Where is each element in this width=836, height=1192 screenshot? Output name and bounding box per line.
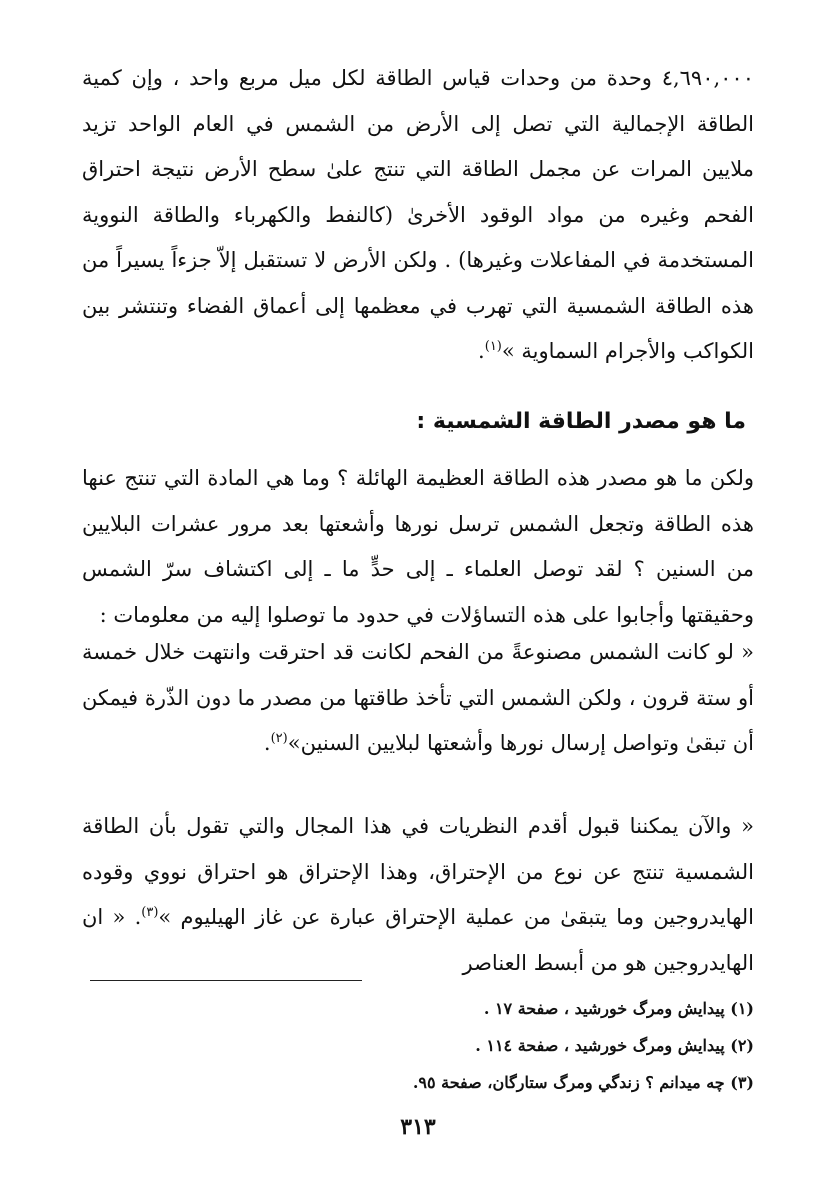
footnote-ref-2: (٢): [270, 731, 288, 746]
footnote-divider: [90, 980, 362, 981]
paragraph-nuclear-quote: [82, 804, 754, 986]
paragraph-end: .: [263, 731, 271, 755]
paragraph-source-question: [82, 456, 754, 638]
paragraph-solar-energy-quote: [82, 56, 754, 375]
paragraph-end: .: [478, 339, 485, 363]
footnote-item: (٢) پيدايش ومرگ خورشيد ، صفحة ١١٤ .: [475, 1036, 754, 1055]
paragraph-text: « والآن يمكننا قبول أقدم النظريات في هذا المجال والتي تقول بأن الطاقة الشمسية تنتج عن نوع من الإحتراق، وهذا الإحتراق هو احتراق نووي وقوده الهايدروجين وما يتبقىٰ من عملية الإحتراق عبارة عن غاز الهيليوم »: [82, 814, 754, 929]
paragraph-tail: . « ان الهايدروجين هو من أبسط العناصر: [82, 905, 754, 975]
footnote-item: (٣) چه ميدانم ؟ زندگي ومرگ ستارگان، صفحة ٩٥.: [412, 1073, 754, 1092]
paragraph-text: ٤,٦٩٠,٠٠٠ وحدة من وحدات قياس الطاقة لكل ميل مربع واحد ، وإن كمية الطاقة الإجمالية التي تصل إلى الأرض من الشمس في العام الواحد تزيد ملايين المرات عن مجمل الطاقة التي تنتج علىٰ سطح الأرض نتيجة احتراق الفحم وغيره من مواد الوقود الأخرىٰ (كالنفط والكهرباء والطاقة النووية المستخدمة في المفاعلات وغيرها) . ولكن الأرض لا تستقبل إلاّ جزءاً يسيراً من هذه الطاقة الشمسية التي تهرب في معظمها إلى أعماق الفضاء وتنتشر بين الكواكب والأجرام السماوية »: [82, 66, 754, 363]
page-number: ٣١٣: [400, 1114, 436, 1140]
footnotes: [82, 990, 754, 1101]
footnote-ref-3: (٣): [141, 905, 159, 920]
footnote-item: (١) پيدايش ومرگ خورشيد ، صفحة ١٧ .: [483, 999, 754, 1018]
paragraph-coal-quote: [82, 630, 754, 767]
paragraph-text: « لو كانت الشمس مصنوعةً من الفحم لكانت قد احترقت وانتهت خلال خمسة أو ستة قرون ، ولكن الشمس التي تأخذ طاقتها من مصدر ما دون الذّرة فيمكن أن تبقىٰ وتواصل إرسال نورها وأشعتها لبلايين السنين»: [82, 640, 754, 755]
footnote-ref-1: (١): [484, 339, 502, 354]
section-heading: ما هو مصدر الطاقة الشمسية :: [416, 409, 746, 434]
paragraph-text: ولكن ما هو مصدر هذه الطاقة العظيمة الهائلة ؟ وما هي المادة التي تنتج عنها هذه الطاقة وتجعل الشمس ترسل نورها وأشعتها بعد مرور عشرات البلايين من السنين ؟ لقد توصل العلماء ـ إلى حدٍّ ما ـ إلى اكتشاف سرّ الشمس وحقيقتها وأجابوا على هذه التساؤلات في حدود ما توصلوا إليه من معلومات :: [82, 466, 754, 627]
